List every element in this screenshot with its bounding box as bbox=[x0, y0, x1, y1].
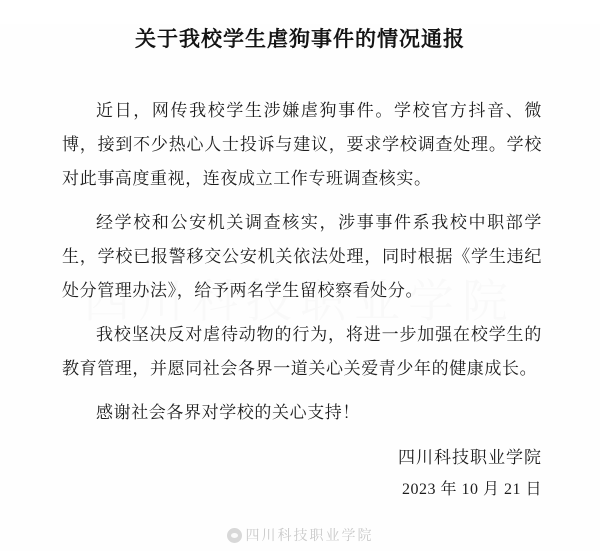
paragraph: 感谢社会各界对学校的关心支持！ bbox=[96, 402, 360, 422]
signature-date: 2023 年 10 月 21 日 bbox=[401, 480, 542, 498]
page-title: 关于我校学生虐狗事件的情况通报 bbox=[135, 27, 465, 51]
watermark bbox=[0, 525, 600, 545]
paragraph: 经学校和公安机关调查核实，涉事事件系我校中职部学生，学校已报警移交公安机关依法处理，同时根据《学生违纪处分管理办法》，给予两名学生留校察看处分。 bbox=[62, 212, 542, 300]
paragraph: 我校坚决反对虐待动物的行为，将进一步加强在校学生的教育管理，并愿同社会各界一道关心关爱青少年的健康成长。 bbox=[62, 324, 542, 378]
signature-block bbox=[398, 442, 542, 505]
document-page bbox=[0, 24, 600, 551]
signature-organization: 四川科技职业学院 bbox=[398, 448, 542, 468]
weibo-logo-icon bbox=[227, 528, 242, 543]
paragraph: 近日，网传我校学生涉嫌虐狗事件。学校官方抖音、微博，接到不少热心人士投诉与建议，要求学校调查处理。学校对此事高度重视，连夜成立工作专班调查核实。 bbox=[62, 100, 542, 188]
document-body bbox=[0, 94, 600, 430]
watermark-text: 四川科技职业学院 bbox=[245, 527, 374, 543]
